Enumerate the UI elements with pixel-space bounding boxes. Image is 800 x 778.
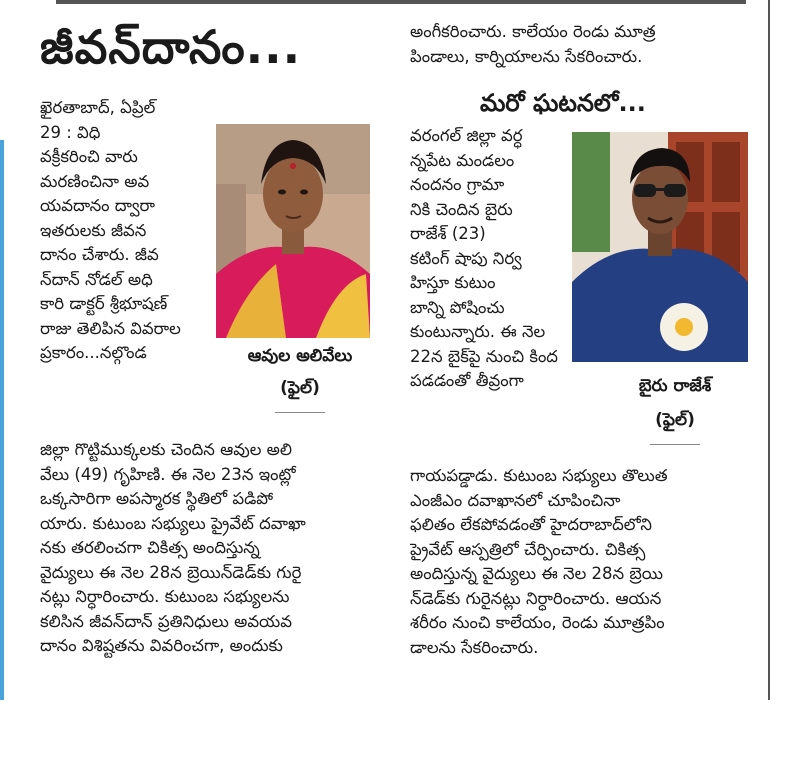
subheading: మరో ఘటనలో... bbox=[480, 89, 646, 117]
left-intro-text bbox=[40, 96, 208, 366]
text-line: దానం చేశారు. జీవ bbox=[40, 245, 159, 264]
right-top-text bbox=[410, 20, 750, 69]
text-line: 22న బైక్‌పై నుంచి కింద bbox=[410, 346, 558, 366]
caption-rule bbox=[650, 444, 700, 445]
text-line: వైద్యులు ఈ నెల 28న బ్రెయిన్‌డెడ్‌కు గురై bbox=[40, 562, 302, 582]
text-line: కారి డాక్టర్ శ్రీభూషణ్ bbox=[40, 294, 168, 313]
text-line: ఒక్కసారిగా అపస్మారక స్థితిలో పడిపో bbox=[40, 489, 274, 508]
text-line: బాన్ని పోషించు bbox=[410, 297, 505, 317]
text-line: ఇతరులకు జీవన bbox=[40, 220, 147, 240]
text-line: పిండాలు, కార్నియాలను సేకరించారు. bbox=[410, 46, 643, 66]
top-rule bbox=[56, 0, 746, 4]
headline: జీవన్‌దానం... bbox=[40, 20, 302, 74]
right-body-text bbox=[410, 464, 750, 660]
text-line: న్‌డెడ్‌కు గురైనట్లు నిర్ధారించారు. ఆయన bbox=[410, 588, 662, 608]
text-line: నికి చెందిన బైరు bbox=[410, 199, 513, 219]
photo-woman bbox=[216, 124, 370, 338]
left-body-text bbox=[40, 438, 380, 659]
man-portrait-image bbox=[572, 132, 748, 362]
text-line: ఎంజీఎం దవాఖానలో చూపించినా bbox=[410, 490, 621, 510]
text-line: యవదానం ద్వారా bbox=[40, 196, 155, 215]
text-line: ప్రకారం...నల్గొండ bbox=[40, 343, 147, 362]
text-line: కటింగ్ షాపు నిర్వ bbox=[410, 248, 522, 268]
text-line: మరణించినా అవ bbox=[40, 171, 150, 191]
text-line: వేలు (49) గృహిణి. ఈ నెల 23న ఇంట్లో bbox=[40, 464, 296, 484]
text-line: కుంటున్నారు. ఈ నెల bbox=[410, 322, 546, 341]
text-line: యారు. కుటుంబ సభ్యులు ప్రైవేట్ దవాఖా bbox=[40, 513, 306, 533]
photo-man-caption-tag: (ఫైల్) bbox=[655, 410, 695, 430]
text-line: పడడంతో తీవ్రంగా bbox=[410, 371, 524, 390]
photo-woman-caption-name: ఆవుల అలివేలు bbox=[247, 346, 353, 366]
caption-rule bbox=[275, 412, 325, 413]
text-line: జిల్లా గొట్టిముక్కలకు చెందిన ఆవుల అలి bbox=[40, 440, 292, 459]
text-line: ఫలితం లేకపోవడంతో హైదరాబాద్‌లోని bbox=[410, 515, 652, 534]
text-line: ఖైరతాబాద్, ఏప్రిల్ bbox=[40, 98, 156, 117]
text-line: నట్లు నిర్ధారించారు. కుటుంబ సభ్యులను bbox=[40, 587, 290, 606]
text-line: కలిసిన జీవన్‌దాన్ ప్రతినిధులు అవయవ bbox=[40, 611, 292, 631]
text-line: శరీరం నుంచి కాలేయం, రెండు మూత్రపిం bbox=[410, 613, 665, 632]
column-rule bbox=[768, 0, 770, 700]
text-line: రాజేశ్ (23) bbox=[410, 224, 486, 243]
text-line: న్‌దాన్ నోడల్ అధి bbox=[40, 269, 153, 289]
page-edge-marker bbox=[0, 140, 4, 700]
photo-woman-caption-tag: (ఫైల్) bbox=[280, 378, 320, 398]
text-line: నకు తరలించగా చికిత్స అందిస్తున్న bbox=[40, 538, 260, 557]
photo-man bbox=[572, 132, 748, 362]
text-line: అందిస్తున్న వైద్యులు ఈ నెల 28న బ్రెయి bbox=[410, 564, 663, 583]
woman-portrait-image bbox=[216, 124, 370, 338]
text-line: ప్రైవేట్ ఆస్పత్రిలో చేర్పించారు. చికిత్స bbox=[410, 539, 646, 559]
text-line: నందనం గ్రామా bbox=[410, 175, 505, 194]
text-line: 29 : విధి bbox=[40, 122, 101, 142]
text-line: వరంగల్ జిల్లా వర్ధ bbox=[410, 126, 523, 145]
text-line: వక్రీకరించి వారు bbox=[40, 147, 138, 166]
right-intro-text bbox=[410, 124, 568, 394]
text-line: న్నపేట మండలం bbox=[410, 150, 515, 170]
text-line: రాజు తెలిపిన వివరాల bbox=[40, 318, 181, 338]
text-line: హిస్తూ కుటుం bbox=[410, 273, 496, 292]
text-line: దానం విశిష్టతను వివరించగా, అందుకు bbox=[40, 636, 283, 655]
text-line: డాలను సేకరించారు. bbox=[410, 637, 539, 657]
text-line: గాయపడ్డాడు. కుటుంబ సభ్యులు తొలుత bbox=[410, 466, 668, 485]
photo-man-caption-name: బైరు రాజేశ్ bbox=[638, 376, 712, 396]
text-line: అంగీకరించారు. కాలేయం రెండు మూత్ర bbox=[410, 22, 656, 41]
